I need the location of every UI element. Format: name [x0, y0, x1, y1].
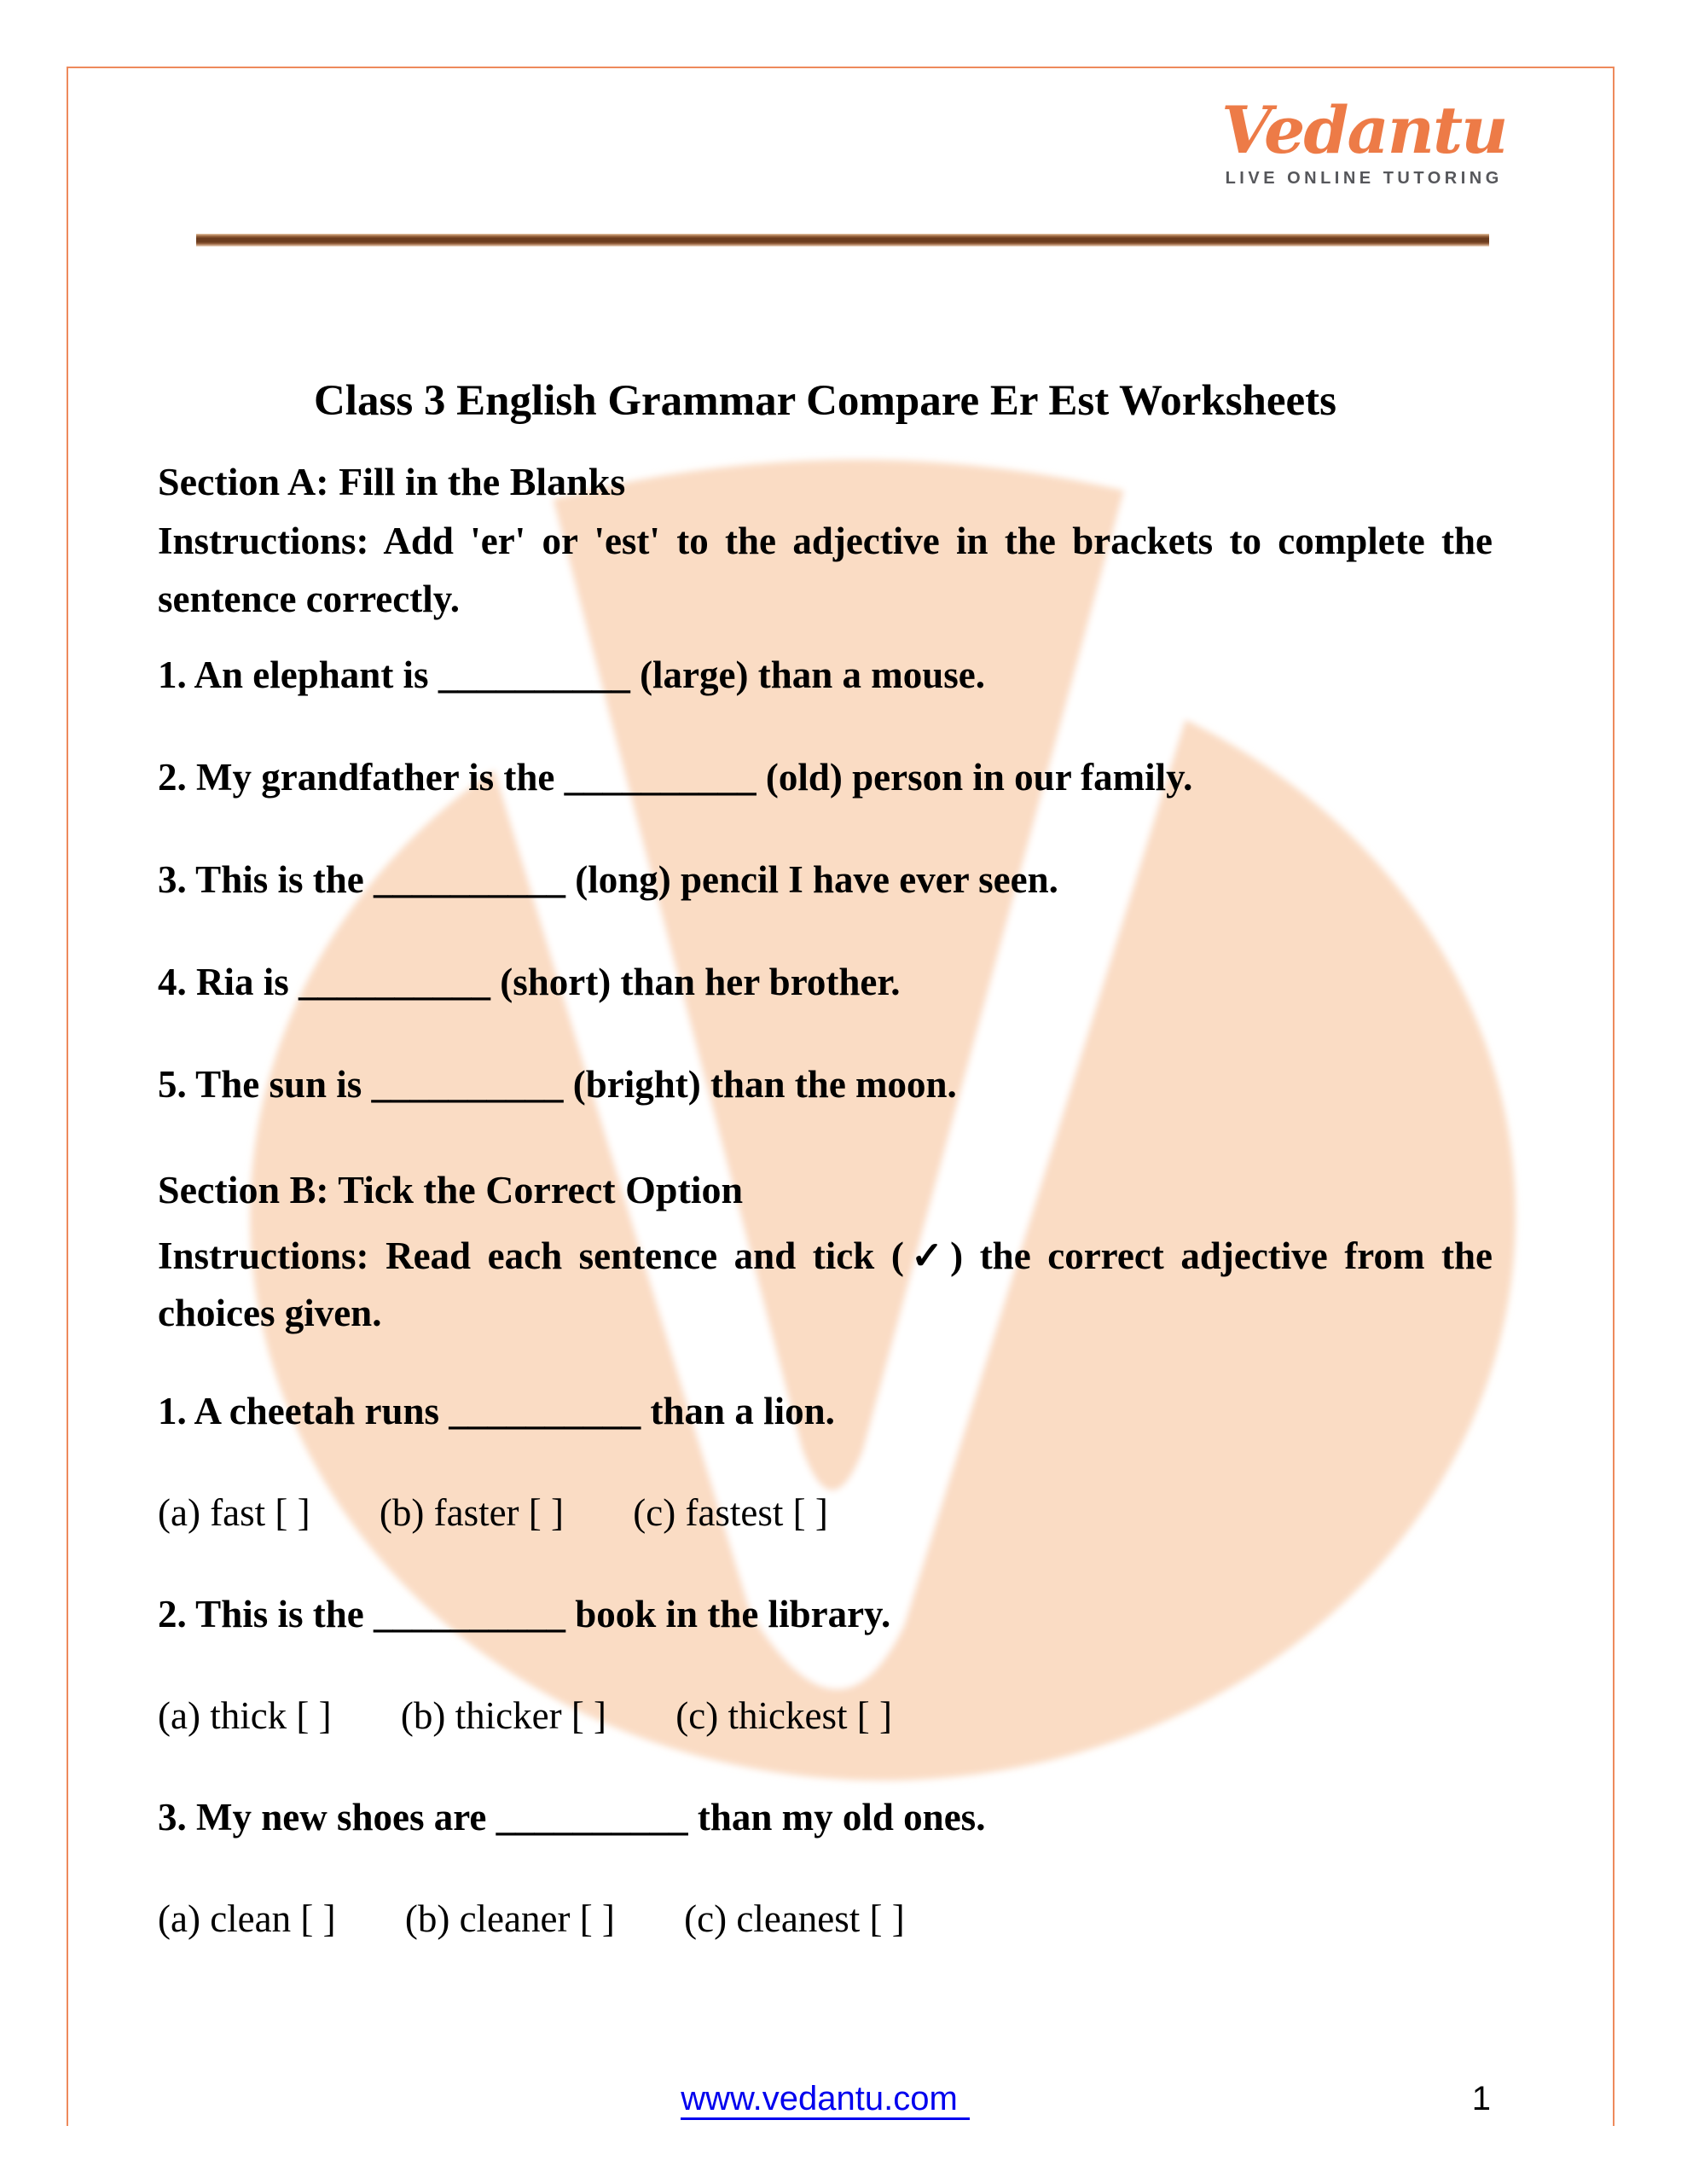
section-b-heading: Section B: Tick the Correct Option [158, 1168, 744, 1211]
worksheet-content [158, 0, 1493, 2184]
option-b1-a: (a) fast [ ] [158, 1491, 310, 1534]
question-b2: 2. This is the __________ book in the library. [158, 1593, 891, 1635]
vedantu-tagline: LIVE ONLINE TUTORING [1225, 169, 1503, 188]
question-a5: 5. The sun is __________ (bright) than the moon. [158, 1063, 957, 1106]
section-b-instructions-line1: Instructions: Read each sentence and tick (✓) the correct adjective from the [158, 1234, 1493, 1277]
question-b1-options [158, 1490, 1493, 1535]
option-b2-b: (b) thicker [ ] [400, 1694, 607, 1737]
section-a-instructions-line2: sentence correctly. [158, 578, 461, 620]
option-b3-a: (a) clean [ ] [158, 1897, 336, 1940]
option-b2-a: (a) thick [ ] [158, 1694, 332, 1737]
option-b2-c: (c) thickest [ ] [675, 1694, 892, 1737]
page-title: Class 3 English Grammar Compare Er Est Worksheets [313, 377, 1337, 425]
option-b3-b: (b) cleaner [ ] [404, 1897, 615, 1940]
section-a-heading: Section A: Fill in the Blanks [158, 460, 626, 503]
question-a1: 1. An elephant is __________ (large) than a mouse. [158, 653, 986, 696]
question-a4: 4. Ria is __________ (short) than her brother. [158, 961, 901, 1003]
question-b2-options [158, 1693, 1493, 1738]
question-a2: 2. My grandfather is the __________ (old) person in our family. [158, 756, 1193, 799]
question-b1: 1. A cheetah runs __________ than a lion. [158, 1390, 835, 1432]
option-b3-c: (c) cleanest [ ] [684, 1897, 905, 1940]
section-a-instructions-line1: Instructions: Add 'er' or 'est' to the adjective in the brackets to complete the [158, 520, 1493, 562]
question-b3: 3. My new shoes are __________ than my old ones. [158, 1796, 986, 1838]
page-number: 1 [1471, 2080, 1491, 2117]
question-a3: 3. This is the __________ (long) pencil I have ever seen. [158, 858, 1058, 901]
footer [158, 2080, 1493, 2118]
section-b-instructions-line2: choices given. [158, 1292, 382, 1334]
option-b1-b: (b) faster [ ] [379, 1491, 565, 1534]
vedantu-logo-text: Vedantu [1221, 92, 1507, 168]
question-b3-options [158, 1896, 1493, 1941]
option-b1-c: (c) fastest [ ] [633, 1491, 828, 1534]
footer-website-link[interactable]: www.vedantu.com [681, 2080, 970, 2120]
